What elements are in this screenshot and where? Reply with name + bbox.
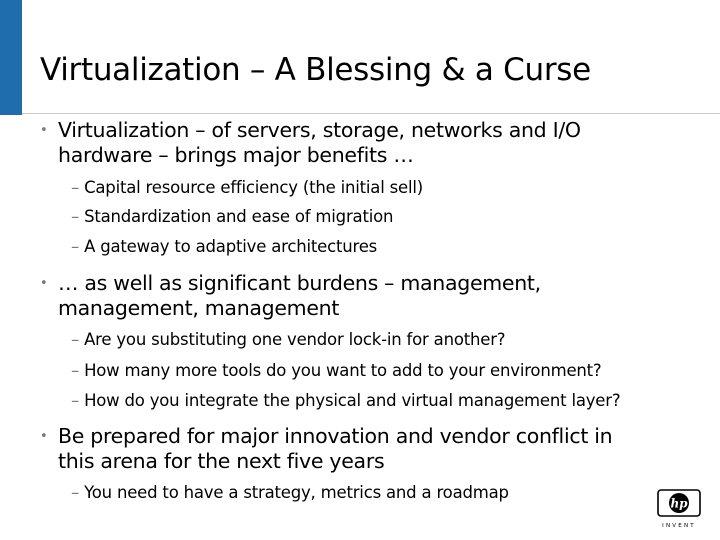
logo-mark: hp bbox=[670, 496, 688, 511]
bullet-2-line-1: … as well as significant burdens – management, bbox=[58, 271, 541, 295]
bullet-1 bbox=[40, 118, 581, 168]
sub-item-text: How do you integrate the physical and virtual management layer? bbox=[84, 391, 621, 410]
sub-item-text: You need to have a strategy, metrics and a roadmap bbox=[84, 483, 509, 502]
dash-marker: – bbox=[71, 330, 80, 349]
sub-item-text: A gateway to adaptive architectures bbox=[84, 237, 378, 256]
bullet-3 bbox=[40, 424, 612, 474]
bullet-2-line-2: management, management bbox=[58, 296, 340, 320]
dash-marker: – bbox=[71, 391, 80, 410]
hp-logo bbox=[657, 489, 701, 529]
bullet-marker: • bbox=[40, 123, 48, 138]
sub-item bbox=[71, 483, 509, 503]
sub-item-text: Are you substituting one vendor lock-in for another? bbox=[84, 330, 506, 349]
logo-tagline: INVENT bbox=[662, 523, 696, 529]
dash-marker: – bbox=[71, 361, 80, 380]
bullet-2 bbox=[40, 271, 541, 321]
sub-item bbox=[71, 391, 620, 411]
slide-title: Virtualization – A Blessing & a Curse bbox=[40, 52, 591, 88]
dash-marker: – bbox=[71, 178, 80, 197]
dash-marker: – bbox=[71, 207, 80, 226]
dash-marker: – bbox=[71, 237, 80, 256]
sub-item-text: How many more tools do you want to add to your environment? bbox=[84, 361, 602, 380]
bullet-marker: • bbox=[40, 429, 48, 444]
bullet-1-line-2: hardware – brings major benefits … bbox=[58, 143, 414, 167]
bullet-3-line-2: this arena for the next five years bbox=[58, 449, 385, 473]
accent-bar bbox=[0, 0, 22, 115]
sub-item bbox=[71, 178, 423, 198]
sub-item bbox=[71, 237, 377, 257]
bullet-1-line-1: Virtualization – of servers, storage, networks and I/O bbox=[58, 118, 581, 142]
sub-item bbox=[71, 361, 602, 381]
sub-item bbox=[71, 207, 393, 227]
sub-item-text: Capital resource efficiency (the initial sell) bbox=[84, 178, 424, 197]
dash-marker: – bbox=[71, 483, 80, 502]
bullet-3-line-1: Be prepared for major innovation and vendor conflict in bbox=[58, 424, 613, 448]
title-divider bbox=[22, 113, 720, 114]
bullet-marker: • bbox=[40, 276, 48, 291]
sub-item bbox=[71, 330, 505, 350]
sub-item-text: Standardization and ease of migration bbox=[84, 207, 394, 226]
